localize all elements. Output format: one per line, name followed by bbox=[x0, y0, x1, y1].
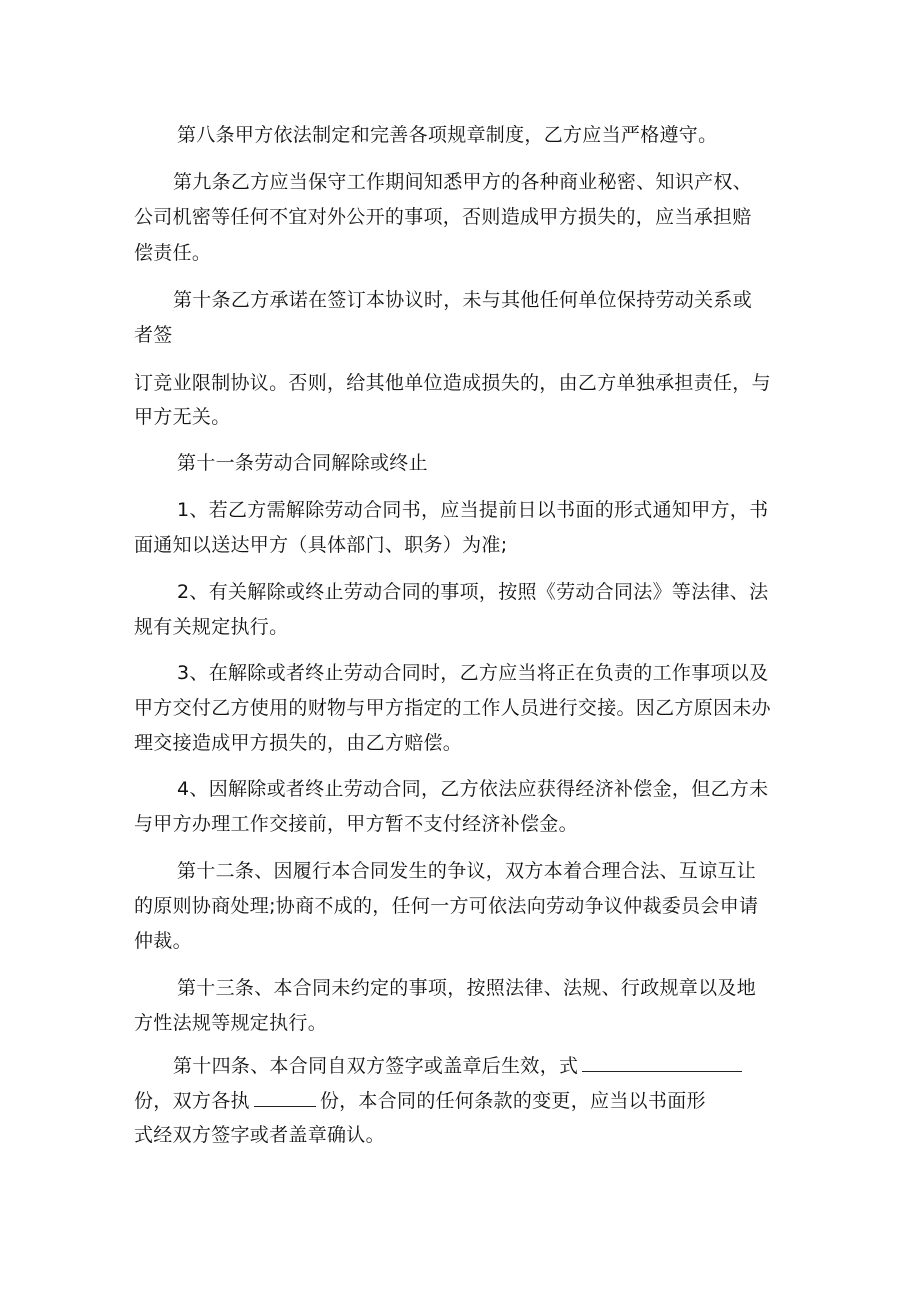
clause-11-item-1-line-2: 面通知以送达甲方（具体部门、职务）为准; bbox=[134, 534, 508, 556]
clause-14-line-2 bbox=[134, 1088, 706, 1113]
clause-9-line-3: 偿责任。 bbox=[134, 242, 212, 264]
clause-11-item-3-line-1: 3、在解除或者终止劳动合同时，乙方应当将正在负责的工作事项以及 bbox=[177, 662, 769, 684]
clause-14-line-3: 式经双方签字或者盖章确认。 bbox=[134, 1124, 385, 1146]
clause-9-line-1: 第九条乙方应当保守工作期间知悉甲方的各种商业秘密、知识产权、 bbox=[173, 171, 753, 193]
clause-14-text-2b: 份，本合同的任何条款的变更，应当以书面形 bbox=[319, 1090, 706, 1112]
clause-11-item-2-line-1: 2、有关解除或终止劳动合同的事项，按照《劳动合同法》等法律、法 bbox=[177, 581, 769, 603]
clause-13-line-1: 第十三条、本合同未约定的事项，按照法律、法规、行政规章以及地 bbox=[177, 977, 757, 999]
clause-10-line-3: 订竞业限制协议。否则，给其他单位造成损失的，由乙方单独承担责任，与 bbox=[134, 372, 771, 394]
clause-8: 第八条甲方依法制定和完善各项规章制度，乙方应当严格遵守。 bbox=[177, 124, 718, 146]
clause-11-item-2-line-2: 规有关规定执行。 bbox=[134, 616, 289, 638]
clause-12-line-2: 的原则协商处理;协商不成的，任何一方可依法向劳动争议仲裁委员会申请 bbox=[134, 895, 759, 917]
clause-9-line-2: 公司机密等任何不宜对外公开的事项，否则造成甲方损失的，应当承担赔 bbox=[134, 206, 752, 228]
clause-11-item-3-line-2: 甲方交付乙方使用的财物与甲方指定的工作人员进行交接。因乙方原因未办 bbox=[134, 697, 771, 719]
clause-11-item-4-line-2: 与甲方办理工作交接前，甲方暂不支付经济补偿金。 bbox=[134, 813, 578, 835]
clause-13-line-2: 方性法规等规定执行。 bbox=[134, 1012, 328, 1034]
copies-each-blank[interactable] bbox=[254, 1088, 316, 1107]
clause-12-line-1: 第十二条、因履行本合同发生的争议，双方本着合理合法、互谅互让 bbox=[177, 860, 757, 882]
clause-14-text-2a: 份，双方各执 bbox=[134, 1090, 250, 1112]
clause-10-line-1: 第十条乙方承诺在签订本协议时，未与其他任何单位保持劳动关系或 bbox=[173, 289, 753, 311]
clause-14-text-1: 第十四条、本合同自双方签字或盖章后生效，式 bbox=[173, 1055, 579, 1077]
clause-11-item-1-line-1: 1、若乙方需解除劳动合同书，应当提前日以书面的形式通知甲方，书 bbox=[177, 499, 769, 521]
clause-11-item-3-line-3: 理交接造成甲方损失的，由乙方赔偿。 bbox=[134, 732, 463, 754]
copies-total-blank[interactable] bbox=[582, 1053, 742, 1072]
clause-10-line-4: 甲方无关。 bbox=[134, 406, 231, 428]
clause-10-line-2: 者签 bbox=[134, 324, 173, 346]
clause-11-heading: 第十一条劳动合同解除或终止 bbox=[177, 452, 428, 474]
clause-12-line-3: 仲裁。 bbox=[134, 930, 192, 952]
clause-14-line-1 bbox=[173, 1053, 746, 1078]
clause-11-item-4-line-1: 4、因解除或者终止劳动合同，乙方依法应获得经济补偿金，但乙方未 bbox=[177, 778, 769, 800]
